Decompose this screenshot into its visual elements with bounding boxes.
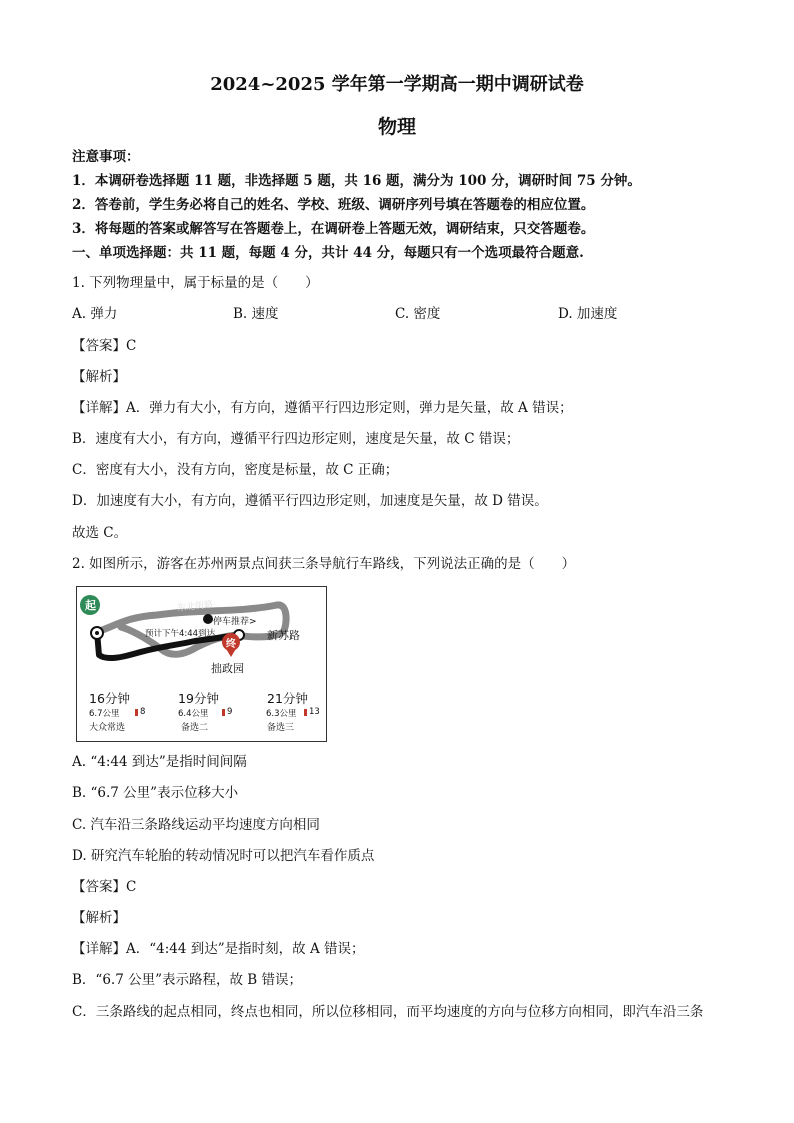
route-2-time: 19分钟 [178,691,219,706]
option-c: C. 密度 [395,306,441,322]
route-1-name: 大众常选 [89,723,126,733]
detail-line: B．速度有大小，有方向，遵循平行四边形定则，速度是矢量，故 C 错误； [72,431,520,447]
question-2-option-b: B. “6.7 公里”表示位移大小 [72,785,239,801]
route-1-time: 16分钟 [89,691,130,706]
route-2-name: 备选二 [181,723,209,733]
option-d: D. 加速度 [558,306,618,322]
detail-tag: 【详解】 [72,400,126,416]
route-3-distance: 6.3公里 [266,709,297,719]
start-marker-label: 起 [85,599,96,612]
question-2-option-d: D. 研究汽车轮胎的转动情况时可以把汽车看作质点 [72,848,375,864]
detail-line: D．加速度有大小，有方向，遵循平行四边形定则，加速度是矢量，故 D 错误。 [72,493,548,509]
question-1-answer [72,336,136,356]
answer-value: C [126,338,137,354]
option-b: B. 速度 [233,306,279,322]
traffic-light-icon [135,709,138,716]
answer-tag: 【答案】 [72,879,126,895]
option-a: A. 弹力 [72,306,118,322]
detail-line: C．三条路线的起点相同，终点也相同，所以位移相同，而平均速度的方向与位移方向相同，即汽车沿三条 [72,1004,704,1020]
question-2-detail [72,939,365,959]
detail-line: C．密度有大小，没有方向，密度是标量，故 C 正确； [72,462,399,478]
question-2-answer [72,877,136,897]
route-1-lights: 8 [140,707,146,717]
route-3-lights: 13 [309,707,320,717]
notice-item: 2．答卷前，学生务必将自己的姓名、学校、班级、调研序列号填在答题卷的相应位置。 [72,197,595,213]
place-label-xinsu-road: 新苏路 [267,629,300,642]
detail-line: A．弹力有大小，有方向，遵循平行四边形定则，弹力是矢量，故 A 错误； [126,400,573,416]
question-2-stem: 2. 如图所示，游客在苏州两景点间获三条导航行车路线，下列说法正确的是（ ） [72,556,576,572]
question-2-analysis-tag: 【解析】 [72,910,126,926]
question-1-conclusion: 故选 C。 [72,525,128,541]
traffic-light-icon [304,709,307,716]
detail-tag: 【详解】 [72,941,126,957]
notice-heading: 注意事项： [72,149,140,165]
question-1-stem: 1. 下列物理量中，属于标量的是（ ） [72,275,319,291]
route-1-distance: 6.7公里 [89,709,120,719]
notice-item: 3．将每题的答案或解答写在答题卷上，在调研卷上答题无效，调研结束，只交答题卷。 [72,221,595,237]
route-2-distance: 6.4公里 [178,709,209,719]
parking-recommend-label: 停车推荐> [213,617,257,627]
start-point-dot [95,631,99,635]
route-3-name: 备选三 [267,723,295,733]
navigation-map-figure [76,586,327,742]
detail-line: A．“4:44 到达”是指时刻，故 A 错误； [126,941,365,957]
detail-line: B．“6.7 公里”表示路程，故 B 错误； [72,972,302,988]
route-3-time: 21分钟 [267,691,308,706]
route-2-lights: 9 [227,707,233,717]
parking-icon [203,614,213,624]
answer-value: C [126,879,137,895]
question-2-option-c: C. 汽车沿三条路线运动平均速度方向相同 [72,817,320,833]
section-heading: 一、单项选择题：共 11 题，每题 4 分，共计 44 分，每题只有一个选项最符合题意. [72,245,584,261]
question-1-analysis-tag: 【解析】 [72,369,126,385]
traffic-light-icon [222,709,225,716]
end-marker-label: 终 [226,639,236,650]
question-1-detail [72,398,573,418]
question-2-option-a: A. “4:44 到达”是指时间间隔 [72,754,247,770]
place-label-zhuozheng-garden: 拙政园 [211,662,244,675]
eta-label: 预计下午4:44到达 [145,629,216,639]
exam-title: 2024~2025 学年第一学期高一期中调研试卷 [210,74,584,95]
notice-item: 1．本调研卷选择题 11 题，非选择题 5 题，共 16 题，满分为 100 分，调研时间 75 分钟。 [72,173,641,189]
subject-title: 物理 [377,116,416,138]
answer-tag: 【答案】 [72,338,126,354]
road-label: 东北街路 [176,600,214,614]
